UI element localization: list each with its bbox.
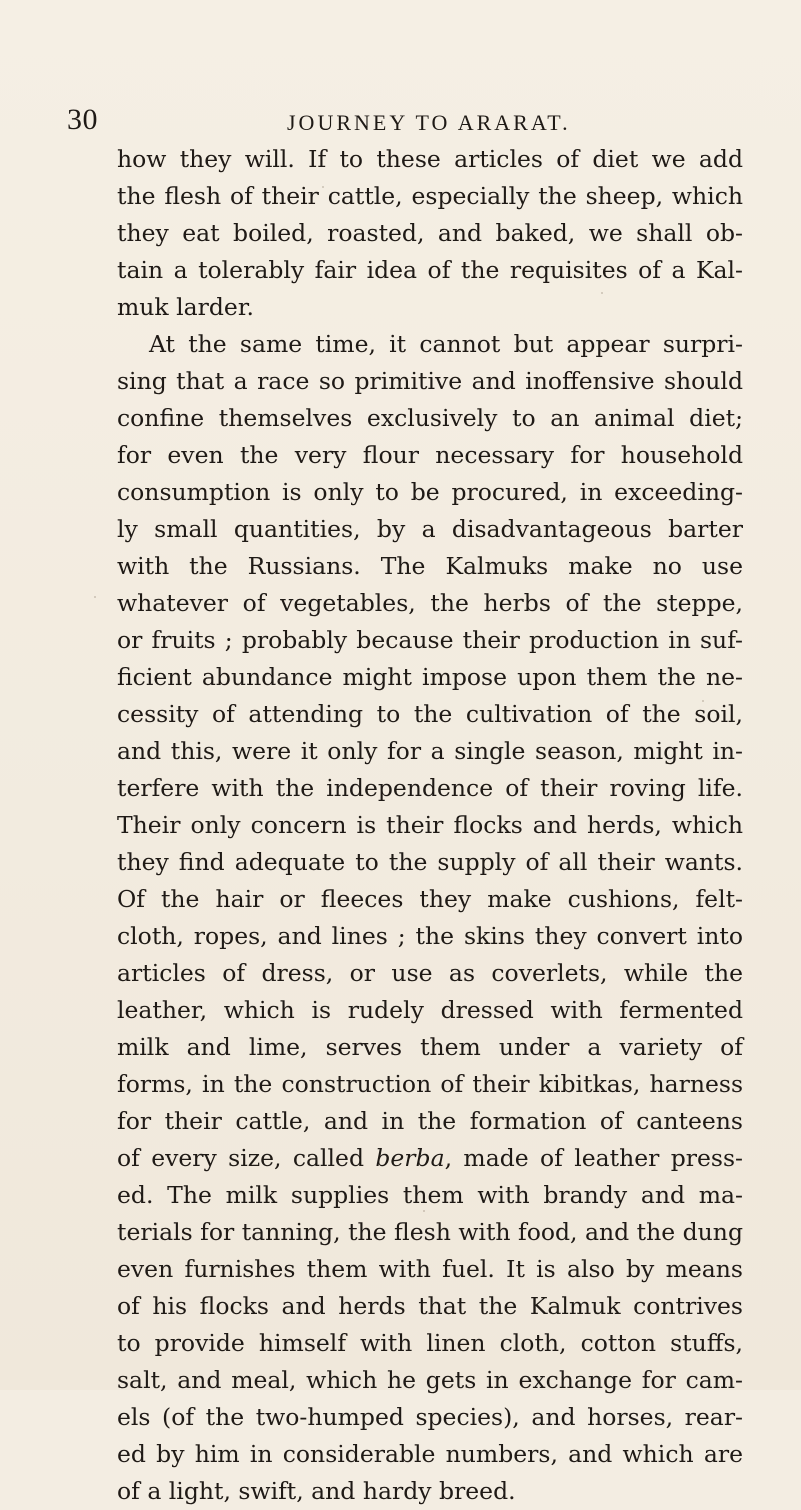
text-line: tain a tolerably fair idea of the requisites of a Kal- — [117, 256, 743, 284]
text-line: leather, which is rudely dressed with fermented — [117, 996, 743, 1024]
text-line: they eat boiled, roasted, and baked, we shall ob- — [117, 219, 743, 247]
text-segment: , made of leather press- — [444, 1144, 743, 1172]
text-line: for their cattle, and in the formation of canteens — [117, 1107, 743, 1135]
text-line: forms, in the construction of their kibitkas, harness — [117, 1070, 743, 1098]
text-line: and this, were it only for a single season, might in- — [117, 737, 743, 765]
text-line: ficient abundance might impose upon them the ne- — [117, 663, 743, 691]
text-line: the flesh of their cattle, especially the sheep, which — [117, 182, 743, 210]
text-line: of a light, swift, and hardy breed. — [117, 1477, 516, 1505]
text-line: Of the hair or fleeces they make cushions, felt- — [117, 885, 743, 913]
text-line-with-italic — [117, 1140, 743, 1177]
text-line: milk and lime, serves them under a variety of — [117, 1033, 743, 1061]
text-line: even furnishes them with fuel. It is also by means — [117, 1255, 743, 1283]
text-line: salt, and meal, which he gets in exchange for cam- — [117, 1366, 743, 1394]
text-line: terials for tanning, the flesh with food, and the dung — [117, 1218, 743, 1246]
body-text — [117, 141, 743, 1510]
paper-speck — [423, 1210, 425, 1212]
text-line: ly small quantities, by a disadvantageous barter — [117, 515, 743, 543]
text-line: sing that a race so primitive and inoffensive should — [117, 367, 743, 395]
text-line: with the Russians. The Kalmuks make no use — [117, 552, 743, 580]
page-number: 30 — [67, 103, 98, 136]
paper-speck — [322, 186, 324, 188]
text-line: cessity of attending to the cultivation of the soil, — [117, 700, 743, 728]
text-line: of his flocks and herds that the Kalmuk contrives — [117, 1292, 743, 1320]
running-head: JOURNEY TO ARARAT. — [287, 110, 571, 135]
text-segment: of every size, called — [117, 1144, 376, 1172]
text-line: ed by him in considerable numbers, and which are — [117, 1440, 743, 1468]
paragraph-start-line: At the same time, it cannot but appear surpri- — [149, 330, 743, 358]
text-line: whatever of vegetables, the herbs of the steppe, — [117, 589, 743, 617]
text-line: cloth, ropes, and lines ; the skins they convert into — [117, 922, 743, 950]
text-line: ed. The milk supplies them with brandy and ma- — [117, 1181, 743, 1209]
text-line: muk larder. — [117, 293, 254, 321]
text-line: articles of dress, or use as coverlets, while the — [117, 959, 743, 987]
text-line: how they will. If to these articles of diet we add — [117, 145, 743, 173]
italic-term-berba: berba — [375, 1144, 445, 1172]
text-line: for even the very flour necessary for household — [117, 441, 743, 469]
text-line: Their only concern is their flocks and herds, which — [117, 811, 743, 839]
paper-speck — [94, 596, 96, 598]
text-line: confine themselves exclusively to an animal diet; — [117, 404, 743, 432]
text-line: els (of the two-humped species), and horses, rear- — [117, 1403, 743, 1431]
page-header — [0, 100, 801, 140]
text-line: to provide himself with linen cloth, cotton stuffs, — [117, 1329, 743, 1357]
text-line: they find adequate to the supply of all their wants. — [117, 848, 743, 876]
text-line: or fruits ; probably because their production in suf- — [117, 626, 743, 654]
paper-speck — [702, 700, 704, 702]
paper-speck — [601, 292, 603, 294]
text-line: terfere with the independence of their roving life. — [117, 774, 743, 802]
text-line: consumption is only to be procured, in exceeding- — [117, 478, 743, 506]
